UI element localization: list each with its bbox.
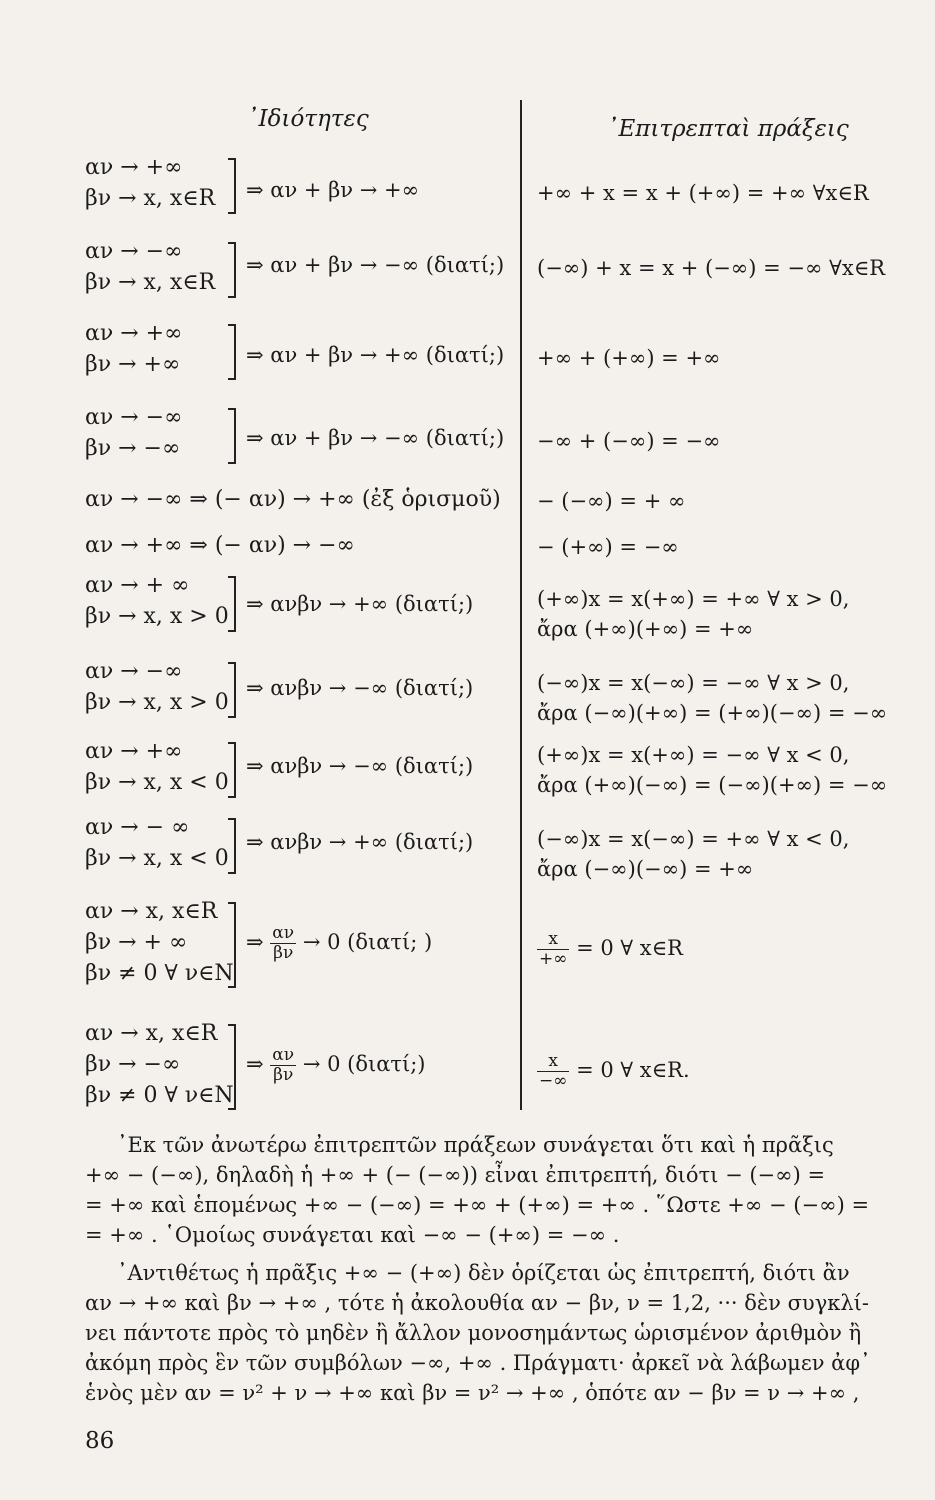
paragraph-line: νει πάντοτε πρὸς τὸ μηδὲν ἢ ἄλλον μονοσημάντως ὡρισμένον ἀριθμὸν ἢ [85,1321,862,1345]
condition-a: αν → x, x∈R [85,1021,218,1046]
denominator: βν [273,943,294,963]
denominator: +∞ [539,949,568,969]
condition-b: βν → x, x∈R [85,270,216,295]
condition-a: αν → +∞ [85,321,183,346]
operation-rule: (−∞) + x = x + (−∞) = −∞ ∀x∈R [537,256,886,280]
brace [228,1024,236,1110]
operation-rule [537,1052,690,1091]
condition-b: βν → x, x > 0 [85,604,229,629]
limit-tail: → 0 (διατί; ) [302,930,433,954]
condition-b: βν → −∞ [85,1052,181,1077]
paragraph-line: ᾿Αντιθέτως ἡ πρᾶξις +∞ − (+∞) δὲν ὁρίζεται ὡς ἐπιτρεπτή, διότι ἂν [117,1261,850,1285]
fraction [537,1052,569,1091]
operation-consequence: ἄρα (+∞)(+∞) = +∞ [537,617,754,641]
numerator: x [537,930,569,950]
condition-a: αν → −∞ [85,239,183,264]
condition-a: αν → −∞ [85,405,183,430]
condition-b: βν → +∞ [85,352,181,377]
fraction [537,930,569,969]
operation-consequence: ἄρα (−∞)(+∞) = (+∞)(−∞) = −∞ [537,701,888,725]
brace [228,324,236,380]
paragraph-line: +∞ − (−∞), δηλαδὴ ἡ +∞ + (− (−∞)) εἶναι ἐπιτρεπτή, διότι − (−∞) = [85,1163,826,1187]
condition-a: αν → x, x∈R [85,899,218,924]
paragraph-line: ᾿Εκ τῶν ἀνωτέρω ἐπιτρεπτῶν πράξεων συνάγεται ὅτι καὶ ἡ πρᾶξις [117,1133,834,1157]
implies-arrow: ⇒ [246,1052,264,1076]
result: ⇒ ανβν → −∞ (διατί;) [246,676,474,700]
paragraph-line: αν → +∞ καὶ βν → +∞ , τότε ἡ ἀκολουθία αν − βν, ν = 1,2, ··· δὲν συγκλί- [85,1291,870,1315]
page-number: 86 [85,1428,115,1454]
brace [228,408,236,464]
single-line-property: αν → −∞ ⇒ (− αν) → +∞ (ἐξ ὁρισμοῦ) [85,487,501,512]
condition-a: αν → + ∞ [85,573,190,598]
operation-rule: −∞ + (−∞) = −∞ [537,429,721,453]
limit-tail: → 0 (διατί;) [302,1052,426,1076]
brace [228,576,236,632]
condition-b: βν → −∞ [85,436,181,461]
condition-a: αν → +∞ [85,739,183,764]
brace [228,158,236,214]
fraction [270,924,296,963]
column-divider [520,100,522,1110]
operation-rule: − (+∞) = −∞ [537,535,679,559]
result: ⇒ ανβν → −∞ (διατί;) [246,754,474,778]
body-paragraph [85,1130,925,1408]
condition-b: βν → + ∞ [85,930,188,955]
condition-a: αν → − ∞ [85,815,190,840]
operation-rule: (+∞)x = x(+∞) = +∞ ∀ x > 0, [537,587,850,611]
paragraph-line: = +∞ καὶ ἑπομένως +∞ − (−∞) = +∞ + (+∞) = +∞ . ῞Ωστε +∞ − (−∞) = [85,1193,870,1217]
operation-rule [537,930,683,969]
allowed-operations-heading: ᾿Επιτρεπταὶ πράξεις [607,116,849,142]
condition-b: βν → x, x > 0 [85,690,229,715]
paragraph-line: = +∞ . ῾Ομοίως συνάγεται καὶ −∞ − (+∞) = −∞ . [85,1223,620,1247]
result: ⇒ αν + βν → +∞ (διατί;) [246,343,505,367]
operation-rule: (+∞)x = x(+∞) = −∞ ∀ x < 0, [537,743,850,767]
denominator: −∞ [539,1071,568,1091]
condition-c: βν ≠ 0 ∀ ν∈N [85,961,234,986]
brace [228,662,236,718]
paragraph-line: ἑνὸς μὲν αν = ν² + ν → +∞ καὶ βν = ν² → +∞ , ὁπότε αν − βν = ν → +∞ , [85,1381,860,1405]
result: ⇒ αν + βν → +∞ [246,178,420,202]
operation-consequence: ἄρα (+∞)(−∞) = (−∞)(+∞) = −∞ [537,773,888,797]
result [246,924,432,963]
operation-rule: +∞ + (+∞) = +∞ [537,346,721,370]
condition-b: βν → x, x∈R [85,186,216,211]
brace [228,818,236,874]
operation-rule: − (−∞) = + ∞ [537,489,686,513]
numerator: αν [272,1045,295,1065]
condition-b: βν → x, x < 0 [85,770,229,795]
operation-rule: +∞ + x = x + (+∞) = +∞ ∀x∈R [537,181,869,205]
result: ⇒ ανβν → +∞ (διατί;) [246,830,474,854]
condition-b: βν → x, x < 0 [85,846,229,871]
result: ⇒ αν + βν → −∞ (διατί;) [246,426,505,450]
operation-consequence: ἄρα (−∞)(−∞) = +∞ [537,857,754,881]
result: ⇒ αν + βν → −∞ (διατί;) [246,253,505,277]
result [246,1046,426,1085]
brace [228,242,236,298]
fraction [270,1046,296,1085]
brace [228,902,236,988]
operation-rule: (−∞)x = x(−∞) = +∞ ∀ x < 0, [537,827,850,851]
brace [228,742,236,798]
result: ⇒ ανβν → +∞ (διατί;) [246,592,474,616]
condition-a: αν → +∞ [85,155,183,180]
implies-arrow: ⇒ [246,930,264,954]
condition-a: αν → −∞ [85,659,183,684]
denominator: βν [273,1065,294,1085]
rule-tail: = 0 ∀ x∈R [576,936,683,960]
condition-c: βν ≠ 0 ∀ ν∈N [85,1083,234,1108]
operation-rule: (−∞)x = x(−∞) = −∞ ∀ x > 0, [537,671,850,695]
numerator: αν [272,923,295,943]
single-line-property: αν → +∞ ⇒ (− αν) → −∞ [85,533,355,558]
paragraph-line: ἀκόμη πρὸς ἓν τῶν συμβόλων −∞, +∞ . Πράγματι· ἀρκεῖ νὰ λάβωμεν ἀφ᾿ [85,1351,871,1375]
numerator: x [537,1052,569,1072]
properties-heading: ᾿Ιδιότητες [247,106,369,132]
rule-tail: = 0 ∀ x∈R. [576,1058,690,1082]
